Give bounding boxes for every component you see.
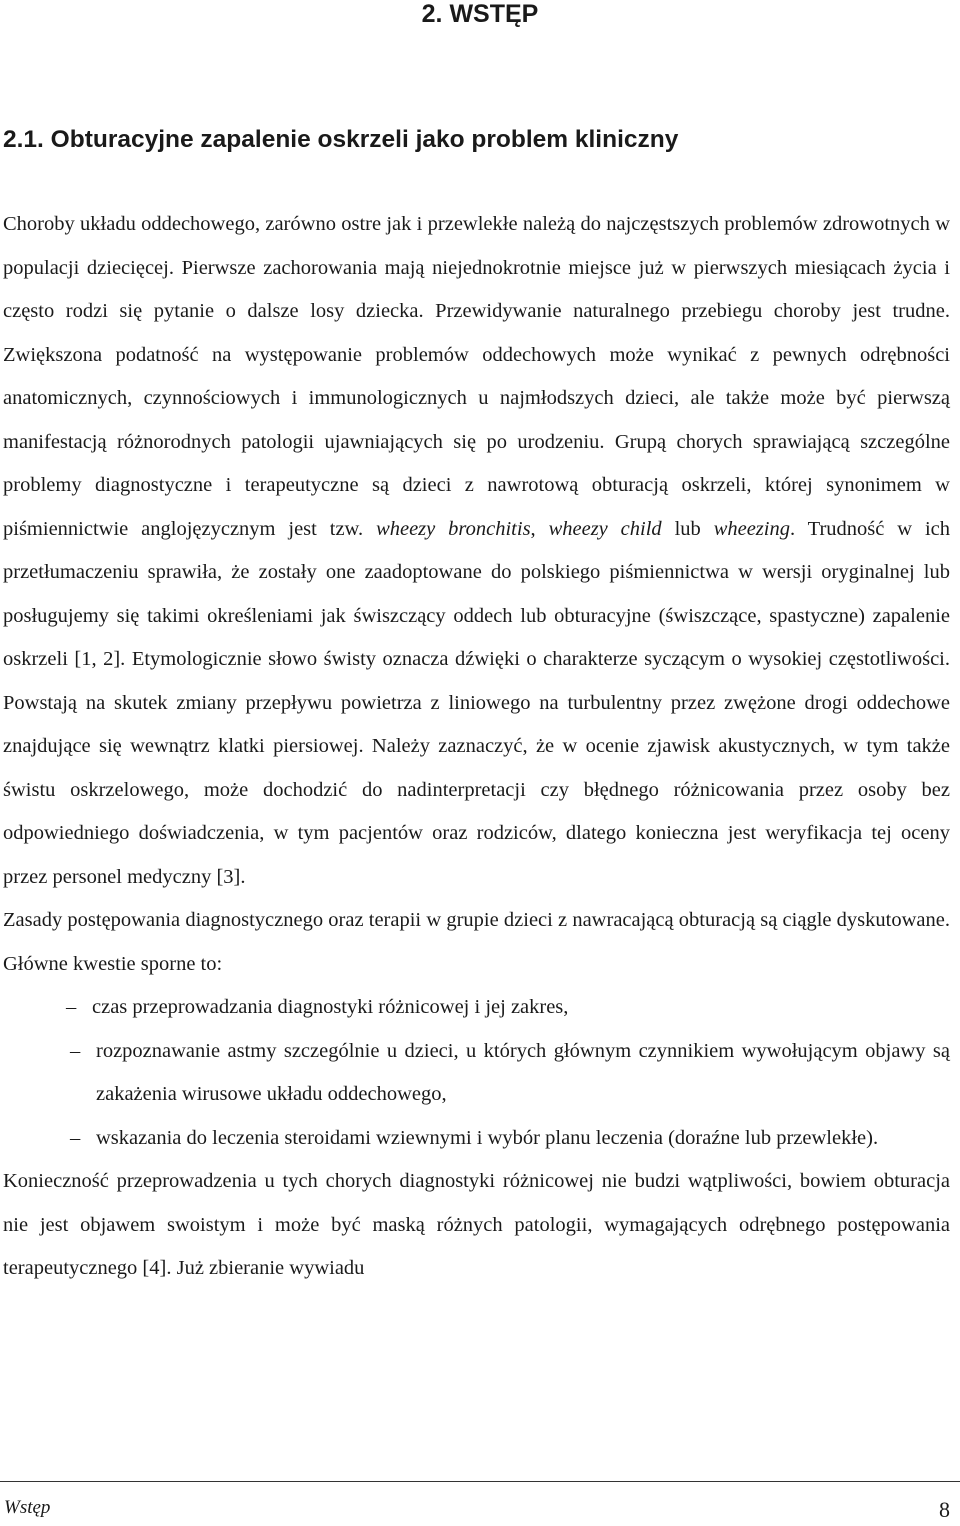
list-item bbox=[70, 1117, 950, 1161]
paragraph-disputes: Zasady postępowania diagnostycznego oraz terapii w grupie dzieci z nawracającą obturacją są ciągle dyskutowane. Główne kwestie sporne to: bbox=[3, 909, 950, 975]
paragraph-intro bbox=[3, 203, 950, 899]
list-item bbox=[70, 1030, 950, 1117]
list-item bbox=[66, 986, 950, 1030]
paragraph-differential-diagnosis: Konieczność przeprowadzenia u tych chorych diagnostyki różnicowej nie budzi wątpliwości, bowiem obturacja nie jest objawem swoistym i może być maską różnych patologii, wymagających odrębnego postępowania terapeutycznego [4]. Już zbieranie wywiadu bbox=[3, 1170, 950, 1279]
list-item-text: czas przeprowadzania diagnostyki różnicowej i jej zakres, bbox=[92, 996, 569, 1018]
paragraph-intro-part-b: . Trudność w ich przetłumaczeniu sprawiła, że zostały one zaadoptowane do polskiego piśmiennictwa w wersji oryginalnej lub posługujemy się takimi określeniami jak świszczący oddech lub obturacyjne (świszczące, spastyczne) zapalenie oskrzeli [1, 2]. Etymologicznie słowo świsty oznacza dźwięki o charakterze syczącym o wysokiej częstotliwości. Powstają na skutek zmiany przepływu powietrza z liniowego na turbulentny przez zwężone drogi oddechowe znajdujące się wewnątrz klatki piersiowej. Należy zaznaczyć, że w ocenie zjawisk akustycznych, w tym także świstu oskrzelowego, może dochodzić do nadinterpretacji czy błędnego różnicowania przez osoby bez odpowiedniego doświadczenia, w tym pacjentów oraz rodziców, dlatego konieczna jest weryfikacja tej oceny przez personel medyczny [3]. bbox=[3, 517, 950, 888]
term-wheezy-bronchitis: wheezy bronchitis bbox=[376, 517, 531, 540]
separator: lub bbox=[661, 517, 714, 540]
list-marker: – bbox=[70, 1126, 81, 1149]
term-wheezy-child: wheezy child bbox=[548, 517, 662, 540]
section-title: 2.1. Obturacyjne zapalenie oskrzeli jako problem kliniczny bbox=[3, 126, 679, 153]
footer-rule bbox=[0, 1481, 960, 1482]
chapter-title: 2. WSTĘP bbox=[421, 0, 539, 28]
separator: , bbox=[530, 517, 549, 540]
list-item-text: rozpoznawanie astmy szczególnie u dzieci, u których głównym czynnikiem wywołującym objawy są zakażenia wirusowe układu oddechowego, bbox=[96, 1039, 950, 1105]
disputed-issues-list bbox=[3, 986, 950, 1160]
term-wheezing: wheezing bbox=[713, 517, 790, 540]
body-text bbox=[3, 203, 950, 1291]
paragraph-intro-part-a: Choroby układu oddechowego, zarówno ostre jak i przewlekłe należą do najczęstszych problemów zdrowotnych w populacji dziecięcej. Pierwsze zachorowania mają niejednokrotnie miejsce już w pierwszych miesiącach życia i często rodzi się pytanie o dalsze losy dziecka. Przewidywanie naturalnego przebiegu choroby jest trudne. Zwiększona podatność na występowanie problemów oddechowych może wynikać z pewnych odrębności anatomicznych, czynnościowych i immunologicznych u najmłodszych dzieci, ale także może być pierwszą manifestacją różnorodnych patologii ujawniających się po urodzeniu. Grupą chorych sprawiającą szczególne problemy diagnostyczne i terapeutyczne są dzieci z nawrotową obturacją oskrzeli, której synonimem w piśmiennictwie anglojęzycznym jest tzw. bbox=[3, 213, 950, 540]
list-marker: – bbox=[66, 996, 77, 1018]
footer-section-label: Wstęp bbox=[4, 1497, 51, 1518]
list-marker: – bbox=[70, 1039, 81, 1062]
list-item-text: wskazania do leczenia steroidami wziewnymi i wybór planu leczenia (doraźne lub przewlekłe). bbox=[96, 1126, 879, 1149]
page-number: 8 bbox=[939, 1497, 950, 1522]
